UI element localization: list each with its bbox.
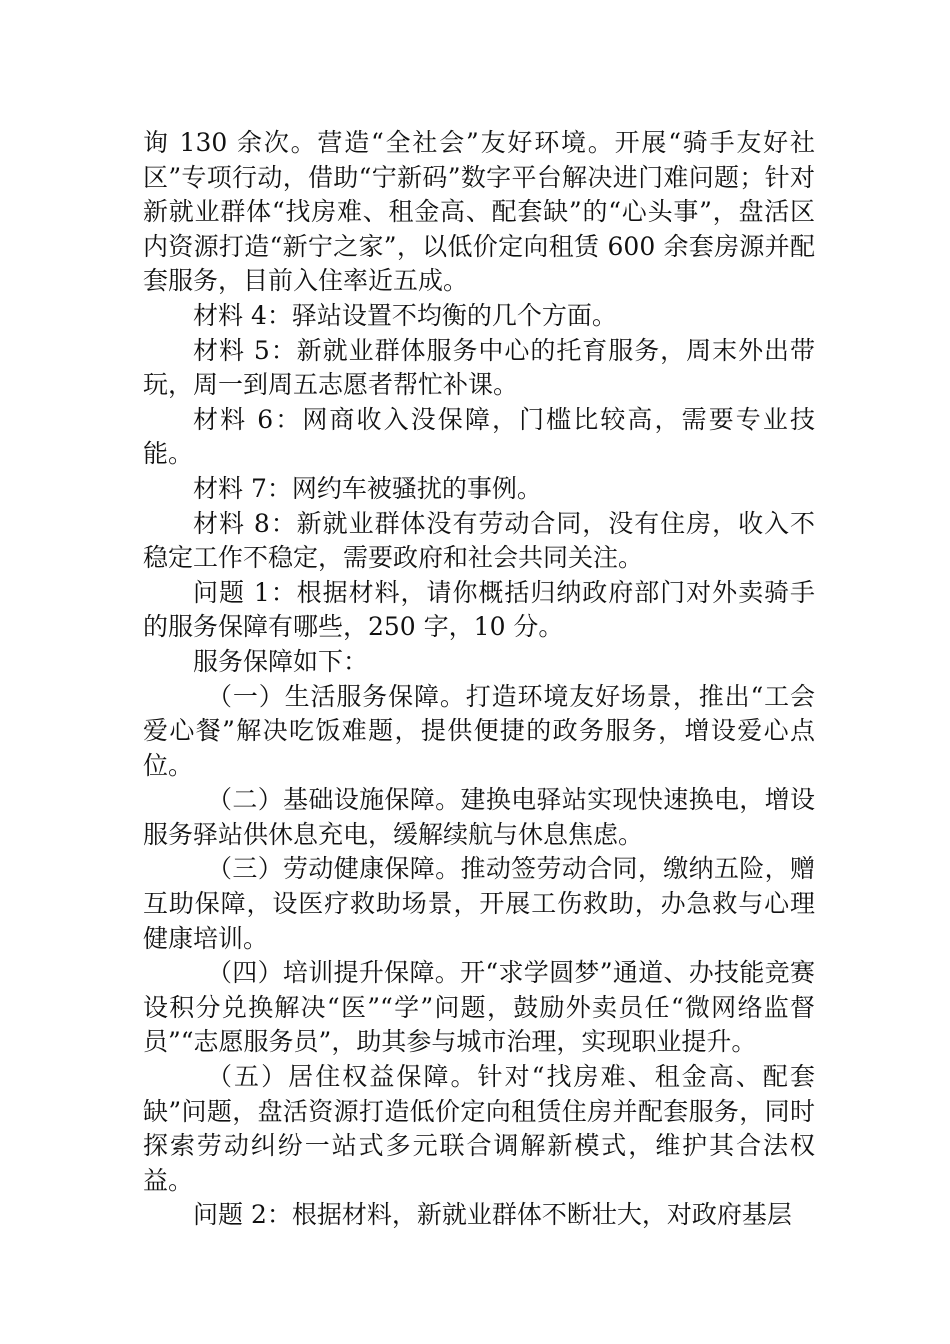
paragraph-answer-item-4: （四）培训提升保障。开“求学圆梦”通道、办技能竞赛设积分兑换解决“医”“学”问题，鼓励外卖员任“微网络监督员”“志愿服务员”，助其参与城市治理，实现职业提升。 (143, 958, 815, 1057)
paragraph-question-2: 问题 2：根据材料，新就业群体不断壮大，对政府基层 (193, 1200, 792, 1230)
paragraph-material-5: 材料 5：新就业群体服务中心的托育服务，周末外出带玩，周一到周五志愿者帮忙补课。 (143, 335, 815, 400)
paragraph-continuation: 询 130 余次。营造“全社会”友好环境。开展“骑手友好社区”专项行动，借助“宁新码”数字平台解决进门难问题；针对新就业群体“找房难、租金高、配套缺”的“心头事”，盘活区内资源打造“新宁之家”，以低价定向租赁 600 余套房源并配套服务，目前入住率近五成。 (143, 128, 815, 296)
paragraph-material-4: 材料 4：驿站设置不均衡的几个方面。 (193, 300, 617, 330)
paragraph-material-6: 材料 6：网商收入没保障，门槛比较高，需要专业技能。 (143, 404, 815, 469)
paragraph-answer-item-5: （五）居住权益保障。针对“找房难、租金高、配套缺”问题，盘活资源打造低价定向租赁住房并配套服务，同时探索劳动纠纷一站式多元联合调解新模式，维护其合法权益。 (143, 1062, 815, 1195)
paragraph-answer-item-1: （一）生活服务保障。打造环境友好场景，推出“工会爱心餐”解决吃饭难题，提供便捷的政务服务，增设爱心点位。 (143, 681, 815, 780)
paragraph-material-8: 材料 8：新就业群体没有劳动合同，没有住房，收入不稳定工作不稳定，需要政府和社会共同关注。 (143, 508, 815, 573)
paragraph-answer-intro: 服务保障如下： (193, 646, 369, 676)
paragraph-question-1: 问题 1：根据材料，请你概括归纳政府部门对外卖骑手的服务保障有哪些，250 字，10 分。 (143, 577, 815, 642)
document-body (143, 126, 815, 1233)
paragraph-answer-item-3: （三）劳动健康保障。推动签劳动合同，缴纳五险，赠互助保障，设医疗救助场景，开展工伤救助，办急救与心理健康培训。 (143, 854, 815, 953)
paragraph-answer-item-2: （二）基础设施保障。建换电驿站实现快速换电，增设服务驿站供休息充电，缓解续航与休息焦虑。 (143, 785, 815, 849)
paragraph-material-7: 材料 7：网约车被骚扰的事例。 (193, 473, 542, 503)
